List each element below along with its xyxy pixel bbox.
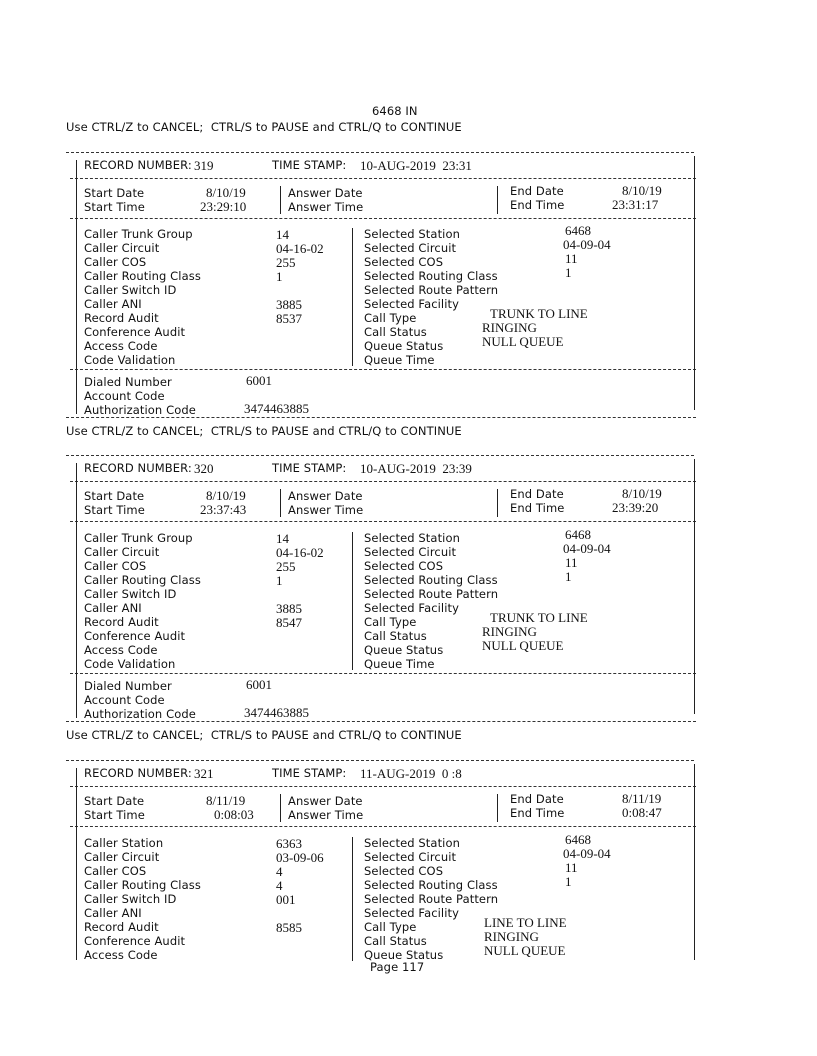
caller-station-label: Caller Station: [84, 836, 164, 850]
selected-cos-label: Selected COS: [364, 559, 444, 573]
caller-switch-id-label: Caller Switch ID: [84, 587, 177, 601]
page-number: Page 117: [370, 960, 425, 974]
selected-cos-label: Selected COS: [364, 255, 444, 269]
queue-status-label: Queue Status: [364, 643, 444, 657]
end-time-label: End Time: [510, 501, 565, 515]
selected-circuit-label: Selected Circuit: [364, 545, 457, 559]
caller-routing-class-label: Caller Routing Class: [84, 269, 201, 283]
caller-ani: 3885: [276, 297, 302, 312]
caller-station: 6363: [276, 836, 302, 851]
call-status-label: Call Status: [364, 629, 427, 643]
authorization-code: 3474463885: [244, 401, 309, 416]
selected-cos: 11: [565, 555, 578, 570]
start-date: 8/11/19: [206, 793, 246, 808]
answer-time-label: Answer Time: [288, 808, 364, 822]
call-type: TRUNK TO LINE: [490, 306, 588, 321]
caller-trunk-group-label: Caller Trunk Group: [84, 227, 193, 241]
authorization-code-label: Authorization Code: [84, 707, 196, 721]
record-number: 319: [194, 158, 214, 173]
record-number: 321: [194, 766, 214, 781]
divider: [66, 721, 696, 722]
end-time: 23:31:17: [612, 197, 659, 212]
access-code-label: Access Code: [84, 643, 158, 657]
start-time-label: Start Time: [84, 200, 145, 214]
start-time: 23:29:10: [200, 199, 247, 214]
caller-routing-class-label: Caller Routing Class: [84, 878, 201, 892]
selected-route-pattern-label: Selected Route Pattern: [364, 283, 499, 297]
frame-left-bar: [76, 768, 77, 960]
access-code-label: Access Code: [84, 339, 158, 353]
column-separator: [280, 794, 281, 822]
frame-right-bar: [694, 156, 695, 410]
frame-right-bar: [694, 764, 695, 960]
queue-status-label: Queue Status: [364, 948, 444, 962]
end-date-label: End Date: [510, 792, 564, 806]
column-separator: [497, 489, 498, 517]
selected-cos-label: Selected COS: [364, 864, 444, 878]
frame-right-bar: [694, 459, 695, 714]
start-time: 23:37:43: [200, 502, 247, 517]
call-status-label: Call Status: [364, 325, 427, 339]
selected-station-label: Selected Station: [364, 531, 460, 545]
queue-status: NULL QUEUE: [484, 943, 566, 958]
conference-audit-label: Conference Audit: [84, 629, 186, 643]
selected-cos: 11: [565, 860, 578, 875]
divider: [66, 417, 696, 418]
frame-left-bar: [76, 160, 77, 414]
call-type: TRUNK TO LINE: [490, 610, 588, 625]
caller-ani: 3885: [276, 601, 302, 616]
call-type: LINE TO LINE: [484, 915, 567, 930]
column-separator: [352, 837, 353, 961]
start-time-label: Start Time: [84, 808, 145, 822]
end-time-label: End Time: [510, 198, 565, 212]
record-audit: 8585: [276, 920, 302, 935]
start-time: 0:08:03: [214, 807, 254, 822]
selected-circuit-label: Selected Circuit: [364, 241, 457, 255]
answer-date-label: Answer Date: [288, 489, 363, 503]
time-stamp-label: TIME STAMP:: [272, 461, 347, 475]
caller-circuit-label: Caller Circuit: [84, 545, 160, 559]
divider: [66, 760, 694, 761]
selected-routing-class-label: Selected Routing Class: [364, 878, 498, 892]
selected-station: 6468: [565, 527, 591, 542]
account-code-label: Account Code: [84, 389, 165, 403]
end-date-label: End Date: [510, 184, 564, 198]
record-audit-label: Record Audit: [84, 311, 159, 325]
end-date-label: End Date: [510, 487, 564, 501]
caller-circuit: 04-16-02: [276, 545, 324, 560]
caller-ani-label: Caller ANI: [84, 297, 142, 311]
start-time-label: Start Time: [84, 503, 145, 517]
end-date: 8/10/19: [622, 183, 662, 198]
time-stamp: 10-AUG-2019 23:39: [360, 461, 472, 476]
code-validation-label: Code Validation: [84, 353, 176, 367]
instruction-line: Use CTRL/Z to CANCEL; CTRL/S to PAUSE and CTRL/Q to CONTINUE: [66, 424, 462, 438]
record-audit: 8537: [276, 311, 302, 326]
call-type-label: Call Type: [364, 311, 417, 325]
queue-time-label: Queue Time: [364, 353, 435, 367]
time-stamp: 11-AUG-2019 0 :8: [360, 766, 462, 781]
caller-cos: 255: [276, 559, 296, 574]
divider: [70, 178, 696, 179]
selected-circuit: 04-09-04: [563, 237, 611, 252]
caller-switch-id-label: Caller Switch ID: [84, 283, 177, 297]
call-status: RINGING: [482, 320, 537, 335]
selected-circuit: 04-09-04: [563, 846, 611, 861]
caller-cos: 255: [276, 255, 296, 270]
answer-time-label: Answer Time: [288, 200, 364, 214]
caller-cos-label: Caller COS: [84, 559, 147, 573]
record-number-label: RECORD NUMBER:: [84, 766, 192, 780]
dialed-number-label: Dialed Number: [84, 375, 172, 389]
start-date-label: Start Date: [84, 489, 145, 503]
queue-status: NULL QUEUE: [482, 334, 564, 349]
selected-station: 6468: [565, 223, 591, 238]
divider: [70, 673, 696, 674]
divider: [70, 369, 696, 370]
record-number-label: RECORD NUMBER:: [84, 461, 192, 475]
selected-facility-label: Selected Facility: [364, 601, 460, 615]
call-status: RINGING: [482, 624, 537, 639]
caller-cos-label: Caller COS: [84, 255, 147, 269]
authorization-code: 3474463885: [244, 705, 309, 720]
start-date: 8/10/19: [206, 185, 246, 200]
caller-circuit-label: Caller Circuit: [84, 241, 160, 255]
dialed-number: 6001: [246, 677, 272, 692]
account-code-label: Account Code: [84, 693, 165, 707]
selected-routing-class-label: Selected Routing Class: [364, 573, 498, 587]
column-separator: [280, 186, 281, 214]
selected-circuit-label: Selected Circuit: [364, 850, 457, 864]
selected-routing-class: 1: [565, 874, 572, 889]
caller-circuit: 03-09-06: [276, 850, 324, 865]
selected-station-label: Selected Station: [364, 227, 460, 241]
start-date: 8/10/19: [206, 488, 246, 503]
caller-routing-class: 4: [276, 878, 283, 893]
instruction-line: Use CTRL/Z to CANCEL; CTRL/S to PAUSE and CTRL/Q to CONTINUE: [66, 120, 462, 134]
selected-routing-class: 1: [565, 569, 572, 584]
call-type-label: Call Type: [364, 615, 417, 629]
divider: [70, 826, 696, 827]
start-date-label: Start Date: [84, 794, 145, 808]
record-audit-label: Record Audit: [84, 920, 159, 934]
call-type-label: Call Type: [364, 920, 417, 934]
divider: [70, 218, 696, 219]
conference-audit-label: Conference Audit: [84, 325, 186, 339]
selected-routing-class: 1: [565, 265, 572, 280]
caller-cos: 4: [276, 864, 283, 879]
dialed-number: 6001: [246, 373, 272, 388]
call-status-label: Call Status: [364, 934, 427, 948]
end-date: 8/10/19: [622, 486, 662, 501]
start-date-label: Start Date: [84, 186, 145, 200]
column-separator: [352, 532, 353, 670]
selected-station: 6468: [565, 832, 591, 847]
column-separator: [497, 186, 498, 214]
caller-cos-label: Caller COS: [84, 864, 147, 878]
answer-date-label: Answer Date: [288, 794, 363, 808]
dialed-number-label: Dialed Number: [84, 679, 172, 693]
authorization-code-label: Authorization Code: [84, 403, 196, 417]
answer-time-label: Answer Time: [288, 503, 364, 517]
selected-station-label: Selected Station: [364, 836, 460, 850]
time-stamp-label: TIME STAMP:: [272, 158, 347, 172]
caller-circuit-label: Caller Circuit: [84, 850, 160, 864]
time-stamp: 10-AUG-2019 23:31: [360, 158, 472, 173]
caller-routing-class-label: Caller Routing Class: [84, 573, 201, 587]
divider: [70, 521, 696, 522]
conference-audit-label: Conference Audit: [84, 934, 186, 948]
caller-trunk-group: 14: [276, 227, 289, 242]
record-number-label: RECORD NUMBER:: [84, 158, 192, 172]
answer-date-label: Answer Date: [288, 186, 363, 200]
end-time: 0:08:47: [622, 805, 662, 820]
selected-cos: 11: [565, 251, 578, 266]
end-time: 23:39:20: [612, 500, 659, 515]
access-code-label: Access Code: [84, 948, 158, 962]
selected-route-pattern-label: Selected Route Pattern: [364, 587, 499, 601]
caller-routing-class: 1: [276, 269, 283, 284]
queue-status-label: Queue Status: [364, 339, 444, 353]
call-status: RINGING: [484, 929, 539, 944]
end-date: 8/11/19: [622, 791, 662, 806]
caller-trunk-group-label: Caller Trunk Group: [84, 531, 193, 545]
code-validation-label: Code Validation: [84, 657, 176, 671]
selected-facility-label: Selected Facility: [364, 906, 460, 920]
column-separator: [280, 489, 281, 517]
record-audit: 8547: [276, 615, 302, 630]
caller-switch-id: 001: [276, 892, 296, 907]
queue-time-label: Queue Time: [364, 657, 435, 671]
divider: [70, 786, 696, 787]
caller-ani-label: Caller ANI: [84, 601, 142, 615]
selected-routing-class-label: Selected Routing Class: [364, 269, 498, 283]
station-header: 6468 IN: [372, 104, 418, 118]
record-audit-label: Record Audit: [84, 615, 159, 629]
record-number: 320: [194, 461, 214, 476]
caller-trunk-group: 14: [276, 531, 289, 546]
column-separator: [352, 228, 353, 366]
caller-switch-id-label: Caller Switch ID: [84, 892, 177, 906]
frame-left-bar: [76, 463, 77, 718]
caller-circuit: 04-16-02: [276, 241, 324, 256]
divider: [66, 152, 694, 153]
caller-ani-label: Caller ANI: [84, 906, 142, 920]
caller-routing-class: 1: [276, 573, 283, 588]
queue-status: NULL QUEUE: [482, 638, 564, 653]
end-time-label: End Time: [510, 806, 565, 820]
divider: [70, 481, 696, 482]
divider: [66, 455, 694, 456]
instruction-line: Use CTRL/Z to CANCEL; CTRL/S to PAUSE and CTRL/Q to CONTINUE: [66, 728, 462, 742]
selected-route-pattern-label: Selected Route Pattern: [364, 892, 499, 906]
time-stamp-label: TIME STAMP:: [272, 766, 347, 780]
selected-circuit: 04-09-04: [563, 541, 611, 556]
column-separator: [497, 794, 498, 822]
selected-facility-label: Selected Facility: [364, 297, 460, 311]
